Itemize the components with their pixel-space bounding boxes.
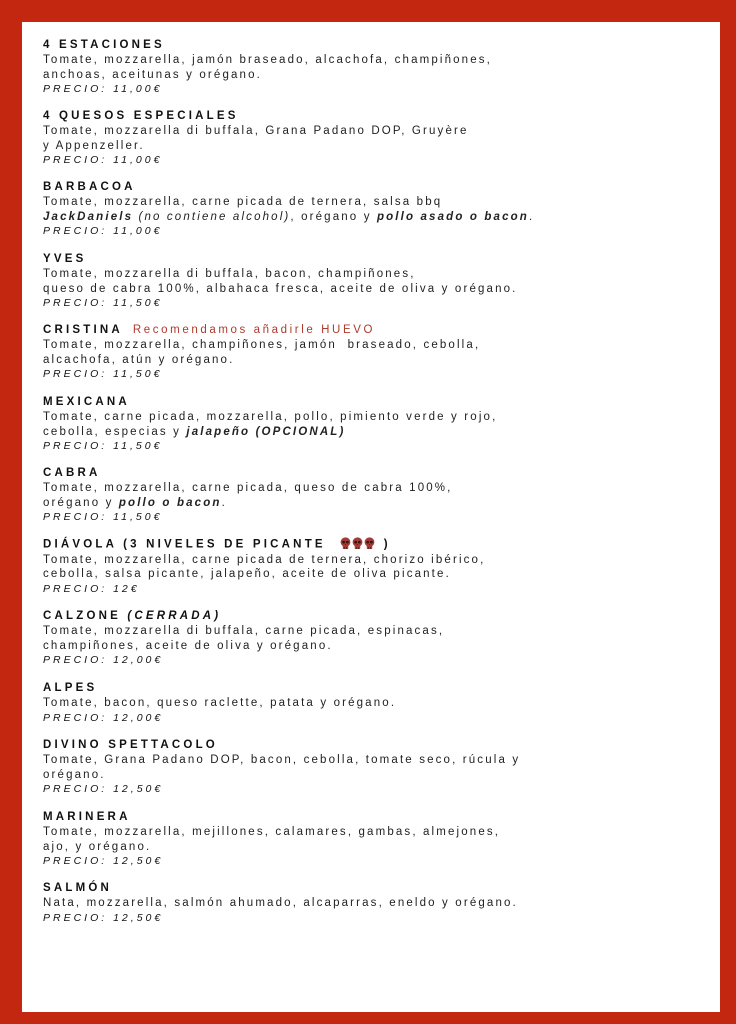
item-name: MARINERA <box>43 811 131 823</box>
item-description <box>43 896 518 911</box>
item-price: PRECIO: 12,50€ <box>43 855 164 867</box>
item-name: CABRA <box>43 467 101 479</box>
description-line: cebolla, salsa picante, jalapeño, aceite de oliva picante. <box>43 568 451 581</box>
skull-icon <box>364 537 375 550</box>
item-price: PRECIO: 11,50€ <box>43 440 163 452</box>
menu-item-4-estaciones <box>43 38 492 96</box>
item-price: PRECIO: 12,50€ <box>43 783 164 795</box>
item-price: PRECIO: 11,50€ <box>43 368 163 380</box>
item-price: PRECIO: 12€ <box>43 582 140 595</box>
description-line: ajo, y orégano. <box>43 840 152 853</box>
item-name <box>43 323 480 338</box>
item-description <box>43 696 396 711</box>
item-description <box>43 481 453 510</box>
item-description <box>43 825 500 854</box>
item-name: SALMÓN <box>43 882 113 894</box>
item-name-note: (CERRADA) <box>127 610 222 622</box>
menu-item-alpes <box>43 681 396 725</box>
note-text: (no contiene alcohol) <box>133 210 291 223</box>
description-line: Tomate, mozzarella, carne picada, queso de cabra 100%, <box>43 482 453 494</box>
menu-item-marinera <box>43 810 500 868</box>
description-line: Tomate, mozzarella, carne picada de ternera, chorizo ibérico, <box>43 553 486 566</box>
item-name-end: ) <box>383 538 391 551</box>
menu-item-cristina <box>43 323 480 381</box>
item-name: 4 QUESOS ESPECIALES <box>43 110 239 122</box>
description-line: Tomate, mozzarella di buffala, bacon, champiñones, <box>43 268 416 280</box>
description-line: Tomate, carne picada, mozzarella, pollo, pimiento verde y rojo, <box>43 411 498 423</box>
plain-text: cebolla, especias y <box>43 425 187 438</box>
menu-item-calzone <box>43 609 444 667</box>
item-name-text: DIÁVOLA (3 NIVELES DE PICANTE <box>43 538 326 551</box>
plain-text: , orégano y <box>290 210 377 223</box>
highlight-text: JackDaniels <box>43 210 134 223</box>
item-price: PRECIO: 11,00€ <box>43 225 163 237</box>
description-line: alcachofa, atún y orégano. <box>43 353 235 366</box>
description-line <box>43 210 534 225</box>
description-line: anchoas, aceitunas y orégano. <box>43 68 262 81</box>
description-line: Tomate, bacon, queso raclette, patata y orégano. <box>43 697 397 709</box>
recommendation-note: Recomendamos añadirle HUEVO <box>132 324 376 336</box>
highlight-text: pollo o bacon <box>118 496 222 509</box>
menu-item-4-quesos-especiales <box>43 109 469 167</box>
item-description <box>43 553 485 582</box>
item-price: PRECIO: 12,50€ <box>43 911 164 924</box>
item-name: BARBACOA <box>43 181 136 193</box>
item-name: ALPES <box>43 682 98 694</box>
description-line: y Appenzeller. <box>43 139 145 152</box>
item-price: PRECIO: 12,00€ <box>43 654 164 666</box>
menu-item-divino-spettacolo <box>43 738 520 796</box>
item-price: PRECIO: 11,00€ <box>43 83 163 95</box>
description-line: champiñones, aceite de oliva y orégano. <box>43 639 333 652</box>
description-line: Tomate, mozzarella di buffala, carne picada, espinacas, <box>43 625 445 637</box>
plain-text: . <box>221 496 227 509</box>
item-name: MEXICANA <box>43 396 130 408</box>
description-line: queso de cabra 100%, albahaca fresca, aceite de oliva y orégano. <box>43 282 518 295</box>
description-line: Tomate, mozzarella, champiñones, jamón braseado, cebolla, <box>43 339 481 351</box>
item-description <box>43 753 520 782</box>
menu-page <box>22 22 720 1012</box>
item-description <box>43 124 469 153</box>
description-line: Nata, mozzarella, salmón ahumado, alcaparras, eneldo y orégano. <box>43 897 518 909</box>
description-line: Tomate, mozzarella di buffala, Grana Padano DOP, Gruyère <box>43 125 469 137</box>
description-line: Tomate, mozzarella, carne picada de ternera, salsa bbq <box>43 196 443 208</box>
description-line: Tomate, mozzarella, mejillones, calamares, gambas, almejones, <box>43 826 501 838</box>
item-price: PRECIO: 12,00€ <box>43 711 164 724</box>
item-description <box>43 195 534 224</box>
item-description <box>43 267 518 296</box>
skull-icon <box>352 537 363 550</box>
item-name-text: CRISTINA <box>43 324 123 336</box>
plain-text: orégano y <box>43 496 119 509</box>
item-description <box>43 410 497 439</box>
item-price: PRECIO: 11,50€ <box>43 297 163 309</box>
item-name-text: CALZONE <box>43 610 128 622</box>
description-line <box>43 425 497 440</box>
item-description <box>43 338 480 367</box>
item-name <box>43 609 444 624</box>
spice-level-icons <box>340 537 376 552</box>
item-name <box>43 537 485 553</box>
plain-text: . <box>528 210 535 223</box>
item-price: PRECIO: 11,00€ <box>43 154 163 166</box>
item-name: YVES <box>43 253 87 265</box>
menu-item-mexicana <box>43 395 497 453</box>
highlight-text: jalapeño (OPCIONAL) <box>186 425 346 438</box>
menu-item-salmon <box>43 881 518 925</box>
item-description <box>43 624 444 653</box>
item-name: 4 ESTACIONES <box>43 39 165 51</box>
menu-item-diavola <box>43 537 485 596</box>
description-line: orégano. <box>43 768 106 781</box>
item-description <box>43 53 492 82</box>
highlight-text: pollo asado o bacon <box>376 210 529 223</box>
menu-item-cabra <box>43 466 453 524</box>
menu-item-yves <box>43 252 518 310</box>
skull-icon <box>340 537 351 550</box>
description-line <box>43 496 453 511</box>
item-name: DIVINO SPETTACOLO <box>43 739 218 751</box>
item-price: PRECIO: 11,50€ <box>43 511 163 523</box>
description-line: Tomate, mozzarella, jamón braseado, alcachofa, champiñones, <box>43 54 493 66</box>
description-line: Tomate, Grana Padano DOP, bacon, cebolla, tomate seco, rúcula y <box>43 754 521 766</box>
menu-item-barbacoa <box>43 180 534 238</box>
